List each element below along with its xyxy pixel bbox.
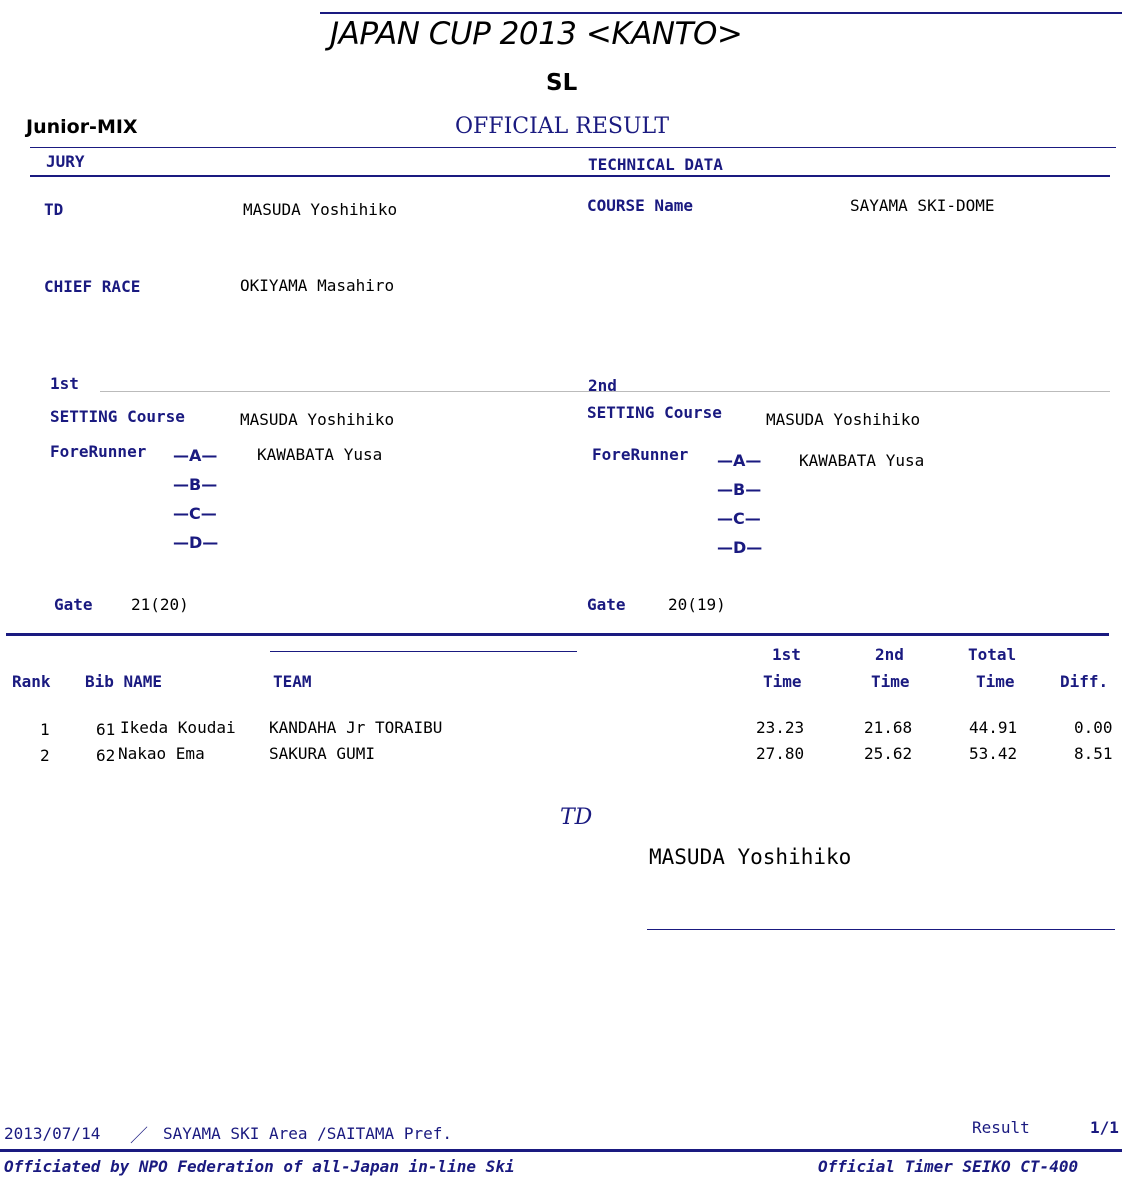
footer-separator: ／	[130, 1126, 148, 1147]
row1-bib: 61	[96, 720, 116, 739]
footer-page: 1/1	[1090, 1118, 1119, 1137]
signature-line	[647, 929, 1115, 930]
top-rule	[320, 12, 1122, 14]
col-bib-name: Bib NAME	[85, 672, 163, 691]
technical-heading: TECHNICAL DATA	[588, 155, 723, 174]
run2-forerunner-label: ForeRunner	[592, 445, 689, 464]
td-value: MASUDA Yoshihiko	[243, 200, 398, 219]
run1-forerunner-b: —B—	[173, 475, 218, 494]
td-label: TD	[44, 200, 64, 219]
col-2nd-time: Time	[871, 672, 910, 691]
run1-forerunner-c: —C—	[173, 504, 217, 523]
row2-total-time: 53.42	[969, 744, 1018, 763]
course-label: COURSE Name	[587, 196, 693, 215]
run1-setting-value: MASUDA Yoshihiko	[240, 410, 395, 429]
run2-setting-value: MASUDA Yoshihiko	[766, 410, 921, 429]
run2-gate-label: Gate	[587, 595, 626, 614]
row1-name: Ikeda Koudai	[120, 718, 236, 737]
signature-label: TD	[560, 805, 593, 830]
run2-forerunner-c: —C—	[717, 509, 761, 528]
footer-officiated: Officiated by NPO Federation of all-Japan in-line Ski	[4, 1157, 515, 1176]
run1-setting-label: SETTING Course	[50, 407, 185, 426]
results-top-rule	[6, 633, 1109, 636]
col-total-time: Time	[976, 672, 1015, 691]
team-header-rule	[270, 651, 577, 652]
run1-forerunner-d: —D—	[173, 533, 219, 552]
col-total-top: Total	[968, 645, 1017, 664]
row2-rank: 2	[40, 746, 50, 765]
footer-date: 2013/07/14	[4, 1124, 101, 1143]
col-1st-top: 1st	[772, 645, 801, 664]
run2-forerunner-b: —B—	[717, 480, 762, 499]
jury-heading: JURY	[46, 152, 85, 171]
col-1st-time: Time	[763, 672, 802, 691]
signature-name: MASUDA Yoshihiko	[649, 845, 852, 869]
row2-name: Nakao Ema	[118, 744, 205, 763]
footer-timer: Official Timer SEIKO CT-400	[818, 1157, 1079, 1176]
row2-run1-time: 27.80	[756, 744, 805, 763]
category: Junior-MIX	[26, 116, 138, 138]
run2-forerunner-a-name: KAWABATA Yusa	[799, 451, 925, 470]
course-value: SAYAMA SKI-DOME	[850, 196, 995, 215]
col-diff: Diff.	[1060, 672, 1109, 691]
row1-diff: 0.00	[1074, 718, 1113, 737]
row2-bib: 62	[96, 746, 116, 765]
row2-team: SAKURA GUMI	[269, 744, 375, 763]
run2-gate-value: 20(19)	[668, 595, 726, 614]
row1-rank: 1	[40, 720, 50, 739]
chief-race-value: OKIYAMA Masahiro	[240, 276, 395, 295]
footer-location: SAYAMA SKI Area /SAITAMA Pref.	[163, 1124, 452, 1143]
run1-forerunner-a: —A—	[173, 446, 218, 465]
jury-bottom-rule	[30, 175, 1110, 177]
footer-rule	[0, 1149, 1122, 1152]
run1-heading: 1st	[50, 374, 79, 393]
run2-setting-label: SETTING Course	[587, 403, 722, 422]
row1-run1-time: 23.23	[756, 718, 805, 737]
chief-race-label: CHIEF RACE	[44, 277, 141, 296]
row1-total-time: 44.91	[969, 718, 1018, 737]
col-2nd-top: 2nd	[875, 645, 904, 664]
row2-run2-time: 25.62	[864, 744, 913, 763]
run2-heading: 2nd	[588, 376, 617, 395]
run2-forerunner-a: —A—	[717, 451, 762, 470]
run1-forerunner-a-name: KAWABATA Yusa	[257, 445, 383, 464]
row2-diff: 8.51	[1074, 744, 1113, 763]
col-rank: Rank	[12, 672, 51, 691]
official-result-heading: OFFICIAL RESULT	[455, 114, 669, 139]
run1-forerunner-label: ForeRunner	[50, 442, 147, 461]
run1-gate-value: 21(20)	[131, 595, 189, 614]
row1-run2-time: 21.68	[864, 718, 913, 737]
col-team: TEAM	[273, 672, 312, 691]
run1-gate-label: Gate	[54, 595, 93, 614]
jury-top-rule	[30, 147, 1116, 148]
row1-team: KANDAHA Jr TORAIBU	[269, 718, 443, 737]
run2-forerunner-d: —D—	[717, 538, 763, 557]
discipline: SL	[546, 70, 578, 96]
footer-result-label: Result	[972, 1118, 1030, 1137]
event-title: JAPAN CUP 2013 <KANTO>	[330, 16, 743, 52]
